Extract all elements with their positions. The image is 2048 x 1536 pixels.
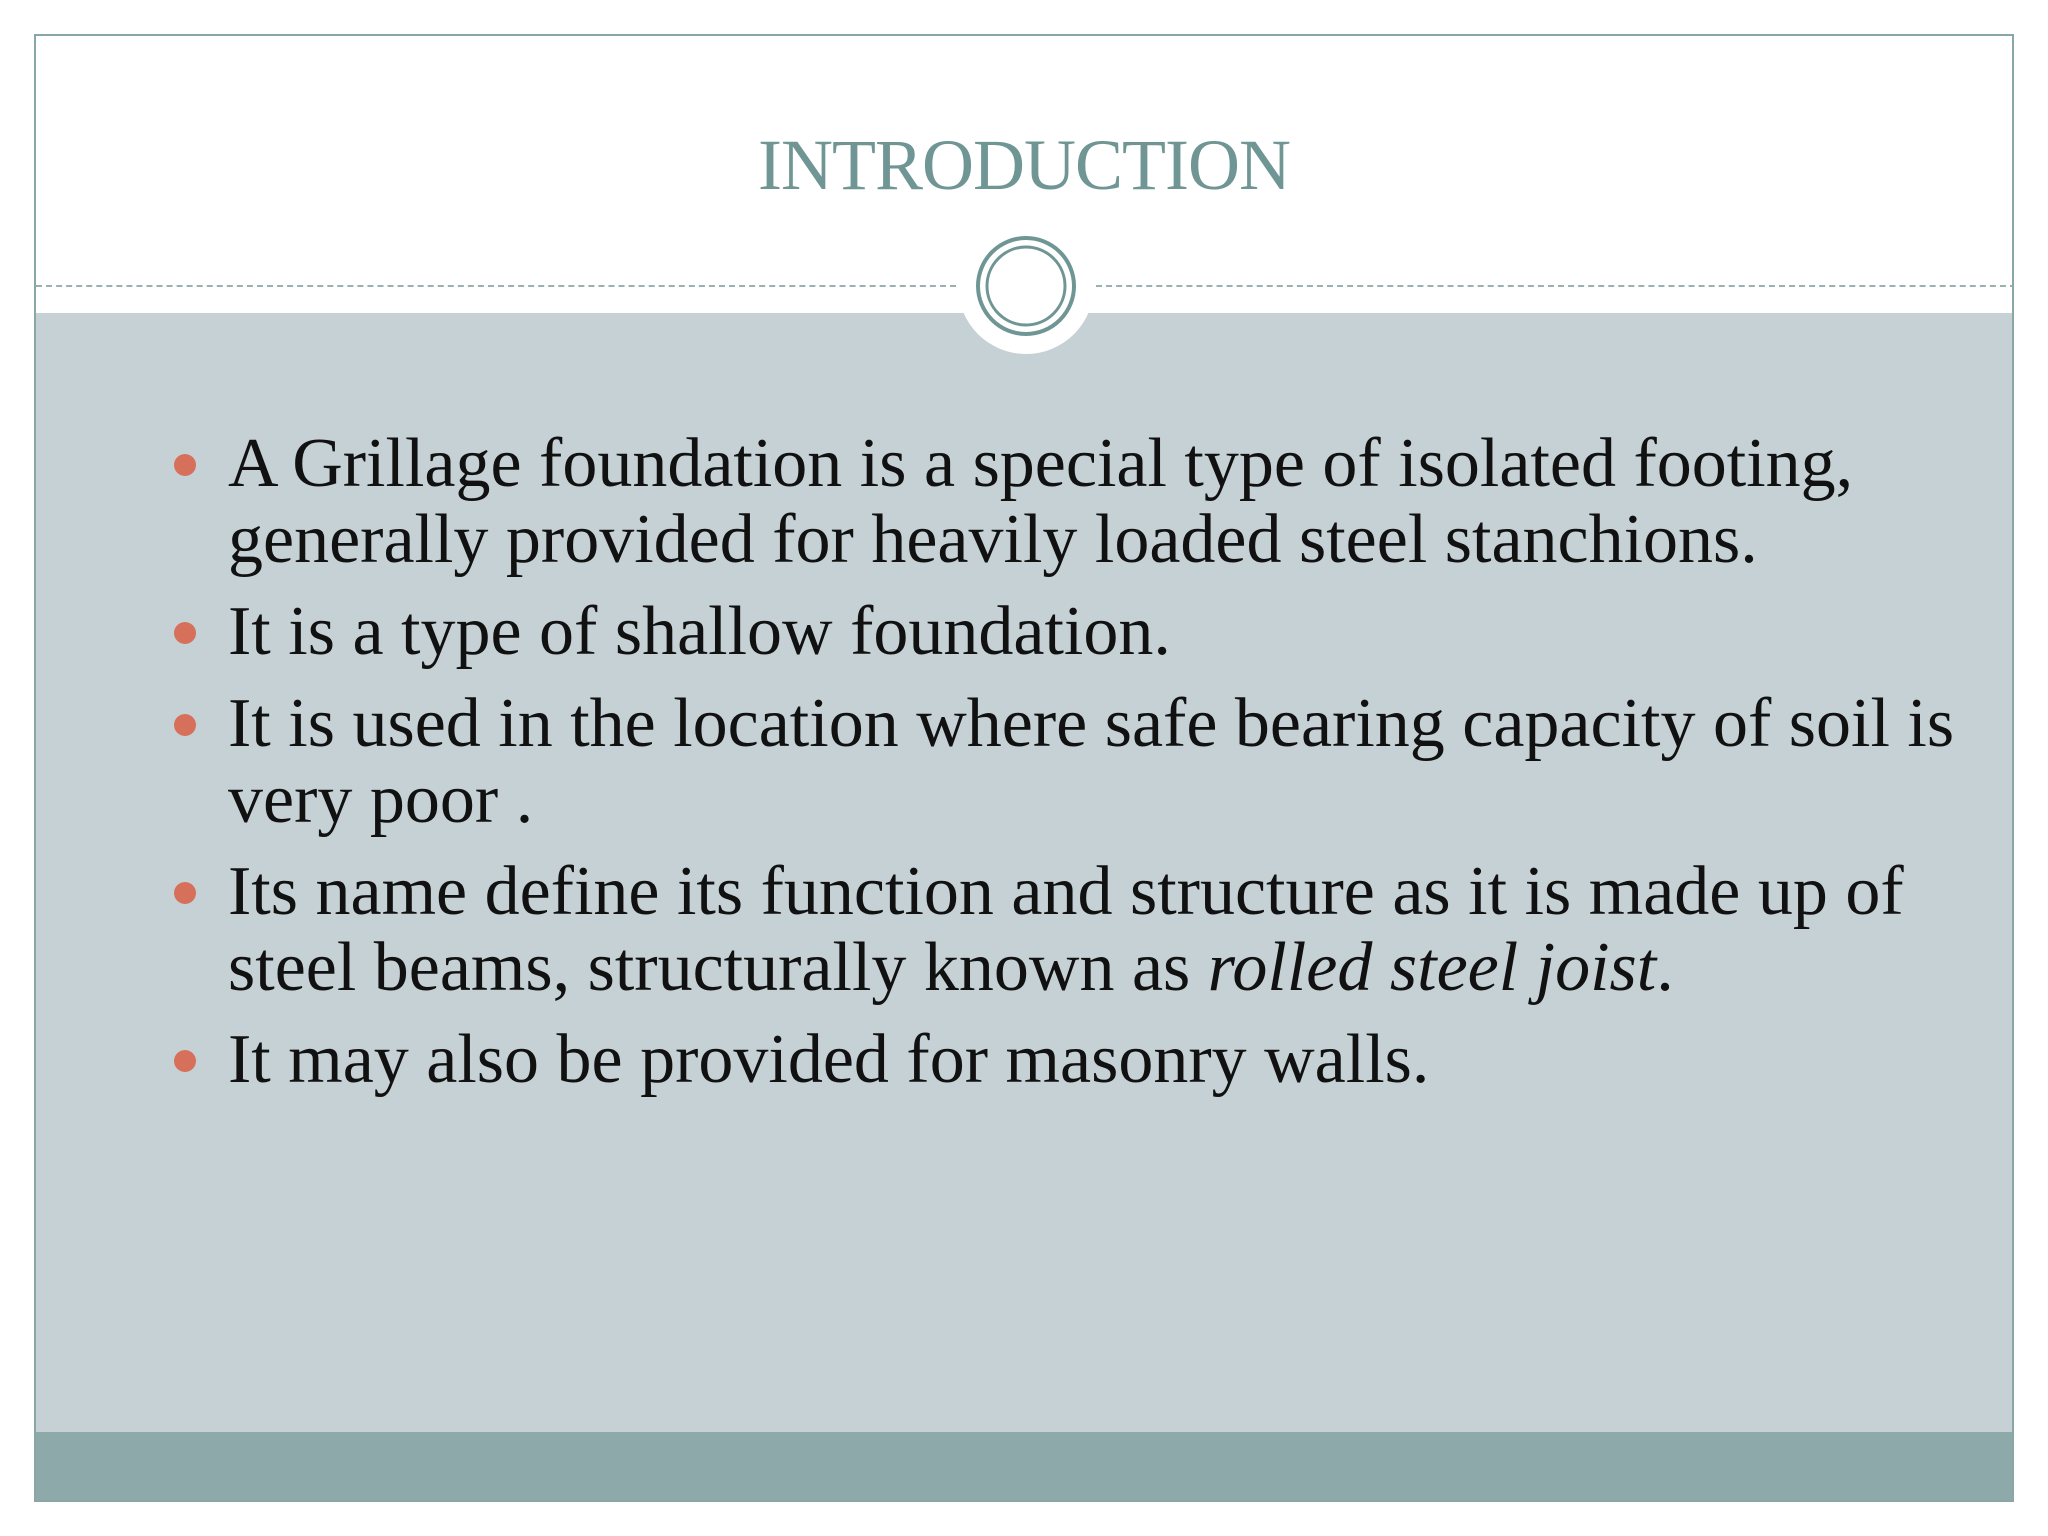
slide-title: INTRODUCTION [758,125,1290,205]
double-circle-icon [974,234,1078,338]
bullet-item [136,1022,1976,1098]
bullet-suffix: . [1656,929,1674,1006]
bullet-dot-icon [174,882,196,904]
bullet-text: It may also be provided for masonry walls. [228,1021,1430,1098]
bullet-text: Its name define its function and structure as it is made up of steel beams, structurally known as [228,853,1904,1006]
bullet-dot-icon [174,714,196,736]
bullet-italic-text: rolled steel joist [1207,929,1657,1006]
bullet-dot-icon [174,454,196,476]
bullet-dot-icon [174,1050,196,1072]
divider-right [1096,285,2014,287]
bullet-text: A Grillage foundation is a special type of isolated footing, generally provided for heavily loaded steel stanchions. [228,425,1854,578]
bullet-dot-icon [174,622,196,644]
bullet-list [136,426,1976,1114]
bullet-text: It is a type of shallow foundation. [228,593,1171,670]
slide [34,34,2014,1502]
bullet-item [136,594,1976,670]
bullet-text: It is used in the location where safe bearing capacity of soil is very poor . [228,685,1955,838]
footer-band [36,1432,2012,1502]
bullet-item [136,426,1976,578]
bullet-item [136,686,1976,838]
bullet-item [136,854,1976,1006]
divider-left [36,285,956,287]
